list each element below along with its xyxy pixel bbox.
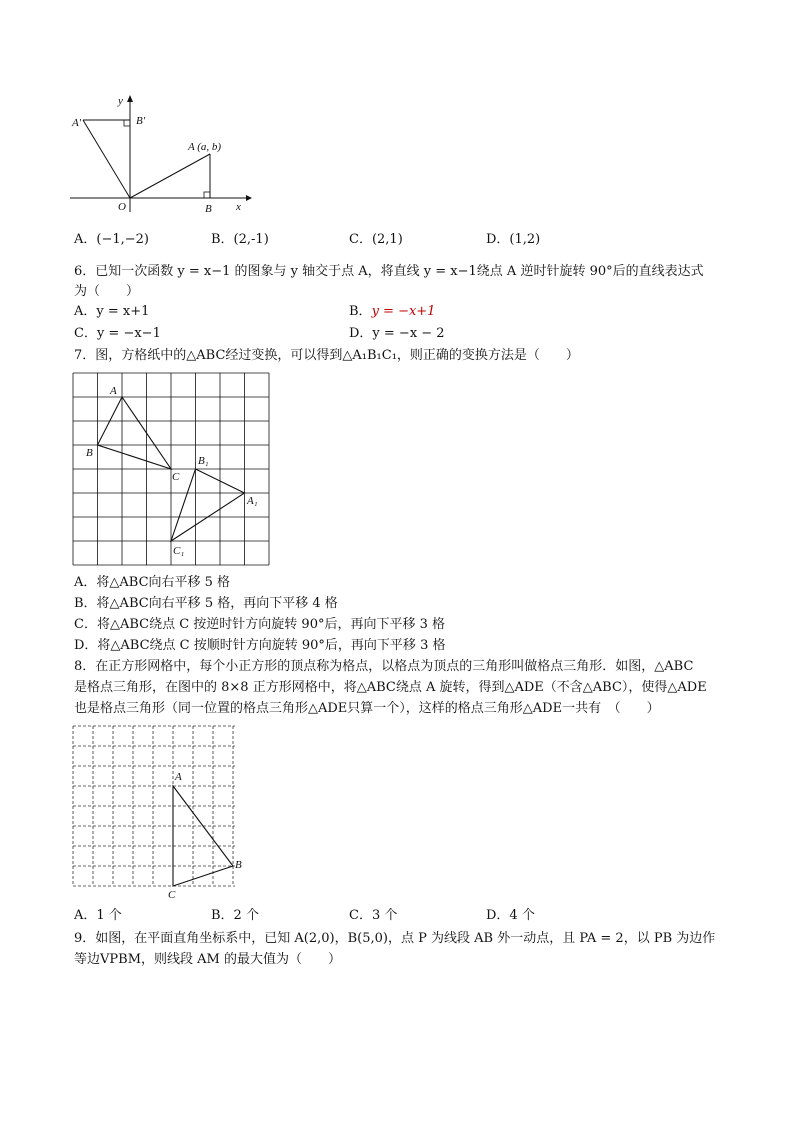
q5-option-d: D．(1,2): [486, 232, 541, 247]
q6-option-b-label: B．: [349, 304, 372, 319]
triangle-abc: [98, 397, 172, 469]
q5-option-b: B．(2,-1): [211, 232, 269, 247]
q8-option-c: C．3 个: [349, 908, 398, 923]
q8-label-c: C: [168, 889, 176, 901]
q6-option-b-expr: y = −x+1: [371, 304, 436, 319]
q9-stem-line1: 9．如图，在平面直角坐标系中，已知 A(2,0)，B(5,0)，点 P 为线段 AB 外一动点，且 PA = 2，以 PB 为边作: [74, 931, 716, 946]
q8-dashed-grid-figure: [72, 722, 252, 902]
q7-label-c1: C₁: [173, 545, 185, 557]
x-axis-arrow-icon: [246, 195, 252, 201]
segment-o-a-prime: [83, 120, 130, 198]
label-x: x: [236, 201, 241, 213]
y-axis-arrow-icon: [127, 95, 133, 102]
q5-option-c: C．(2,1): [349, 232, 403, 247]
q8-option-b: B．2 个: [211, 908, 259, 923]
q8-option-a: A．1 个: [74, 908, 122, 923]
q6-stem-line1: 6．已知一次函数 y = x−1 的图象与 y 轴交于点 A，将直线 y = x−1绕点 A 逆时针旋转 90°后的直线表达式: [74, 264, 704, 279]
q5-option-a: A．(−1,−2): [74, 232, 149, 247]
q7-label-c: C: [172, 471, 180, 483]
label-b-prime: B': [136, 115, 146, 127]
q9-stem-line2: 等边VPBM，则线段 AM 的最大值为（ ）: [74, 952, 341, 967]
q8-option-d: D．4 个: [486, 908, 535, 923]
q6-option-a: A．y = x+1: [74, 304, 150, 319]
q8-stem-line2: 是格点三角形，在图中的 8×8 正方形网格中，将△ABC绕点 A 旋转，得到△ADE（不含△ABC），使得△ADE: [74, 680, 707, 695]
q6-option-b: [349, 303, 435, 321]
q8-stem-line3: 也是格点三角形（同一位置的格点三角形△ADE只算一个），这样的格点三角形△ADE一共有 （ ）: [74, 701, 660, 716]
right-angle-mark-b: [204, 192, 210, 198]
q6-stem-line2: 为（ ）: [74, 284, 140, 299]
label-b: B: [205, 203, 212, 215]
coordinate-figure: [68, 88, 258, 218]
label-a-prime: A': [72, 117, 82, 129]
q6-option-d: D．y = −x − 2: [349, 326, 445, 341]
label-a: A (a, b): [188, 141, 222, 153]
q7-option-a: A．将△ABC向右平移 5 格: [74, 575, 231, 590]
right-angle-mark-b-prime: [124, 120, 130, 126]
q8-stem-line1: 8．在正方形网格中，每个小正方形的顶点称为格点，以格点为顶点的三角形叫做格点三角形．如图，△ABC: [74, 659, 694, 674]
segment-o-a: [130, 154, 210, 198]
q7-stem: 7．图，方格纸中的△ABC经过变换，可以得到△A₁B₁C₁，则正确的变换方法是（ ）: [74, 348, 579, 363]
label-o: O: [118, 201, 126, 213]
q7-label-b1: B₁: [198, 455, 209, 467]
q7-option-d: D．将△ABC绕点 C 按顺时针方向旋转 90°后，再向下平移 3 格: [74, 638, 446, 653]
q7-option-c: C．将△ABC绕点 C 按逆时针方向旋转 90°后，再向下平移 3 格: [74, 617, 445, 632]
q8-label-b: B: [235, 859, 242, 871]
q7-option-b: B．将△ABC向右平移 5 格，再向下平移 4 格: [74, 596, 338, 611]
q8-triangle-abc: [173, 786, 233, 886]
q7-label-a1: A₁: [247, 495, 258, 507]
q7-label-b: B: [86, 447, 93, 459]
triangle-a1b1c1: [171, 469, 245, 541]
q6-option-c: C．y = −x−1: [74, 326, 161, 341]
label-y: y: [118, 95, 123, 107]
q7-grid-figure: [72, 372, 272, 567]
q8-label-a: A: [175, 771, 182, 783]
q7-label-a: A: [110, 385, 117, 397]
